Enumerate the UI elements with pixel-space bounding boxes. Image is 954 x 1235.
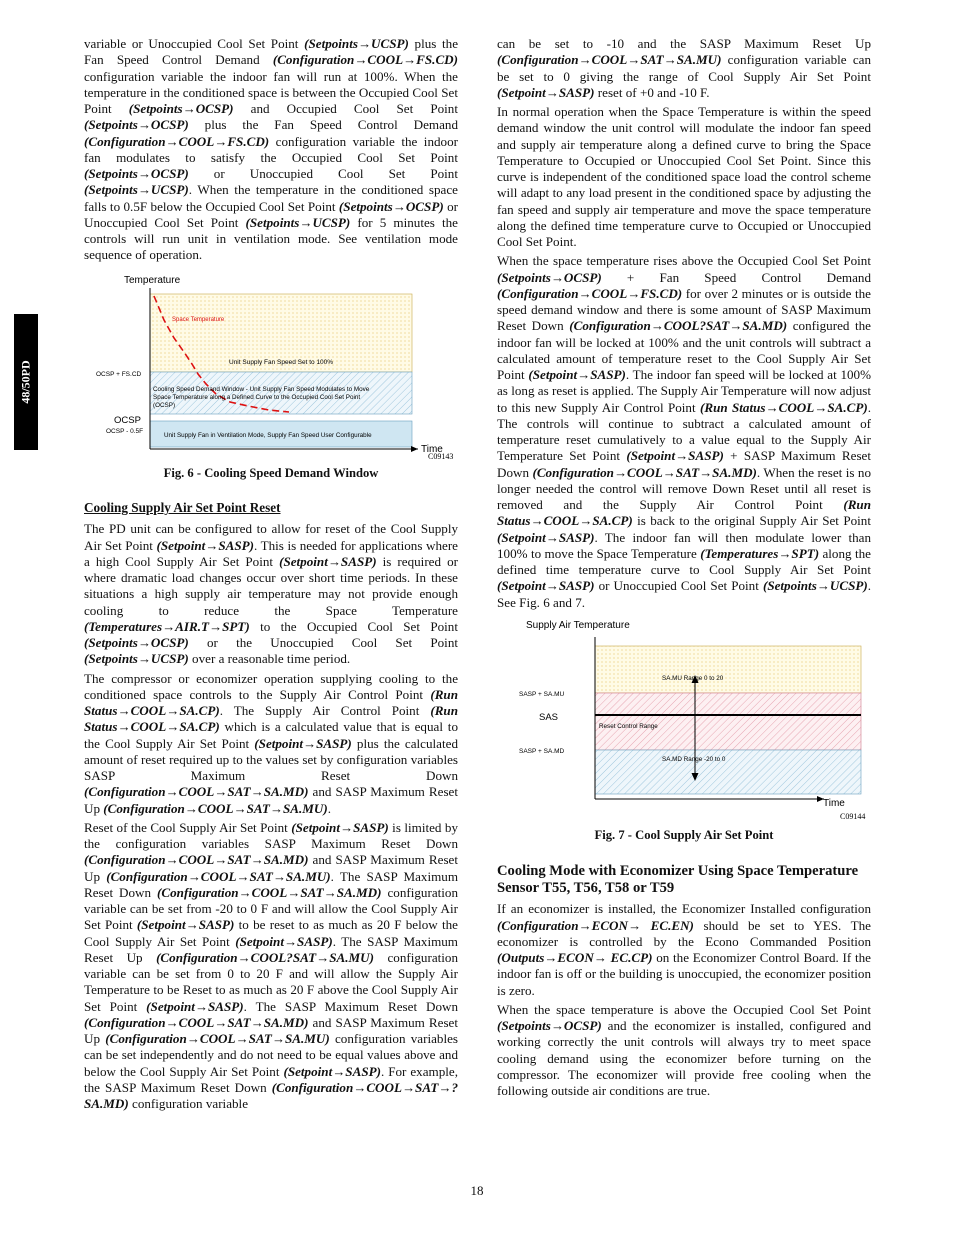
x-axis-arrow-icon: [411, 446, 418, 452]
figure-6-caption: Fig. 6 - Cooling Speed Demand Window: [163, 465, 379, 480]
paragraph: The compressor or economizer operation supplying cooling to the conditioned space controls to the Supply Air Control Point (Run Status→COOL→SA.CP). The Supply Air Control Point (Run Status→COOL→SA.CP) which is a calculated value that is equal to the Cool Supply Air Set Point (Setpoint→SASP) plus the calculated amount of reset required up to the values set by configuration variables SASP Maximum Reset Down (Configuration→COOL→SAT→SA.MD) and SASP Maximum Reset Up (Configuration→COOL→SAT→SA.MU).: [84, 670, 458, 816]
page-number: 18: [470, 1183, 484, 1198]
ocsp-label: OCSP: [114, 414, 141, 426]
full-speed-label: Unit Supply Fan Speed Set to 100%: [229, 358, 334, 366]
right-column: [497, 36, 871, 1102]
window-label-3: (OCSP): [153, 401, 176, 409]
window-label-1: Cooling Speed Demand Window - Unit Supply Fan Speed Modulates to Move: [153, 385, 370, 393]
figure-7-caption: Fig. 7 - Cool Supply Air Set Point: [594, 828, 774, 842]
paragraph: Reset of the Cool Supply Air Set Point (Setpoint→SASP) is limited by the configuration variables SASP Maximum Reset Down (Configuration→COOL→SAT→SA.MD) and SASP Maximum Reset Up (Configuration→COOL→SAT→SA.MU). The SASP Maximum Reset Down (Configuration→COOL→SAT→SA.MD) configuration variable can be set from -20 to 0 F and will allow the Cool Supply Air Set Point (Setpoint→SASP) to be reset to as much as 20 F below the Cool Supply Air Set Point (Setpoint→SASP). The SASP Maximum Reset Up (Configuration→COOL?SAT→SA.MU) configuration variable can be set from 0 to 20 F and will allow the Supply Air Temperature to be Reset to as much as 20 F above the Cool Supply Air Set Point (Setpoint→SASP). The SASP Maximum Reset Down (Configuration→COOL→SAT→SA.MD) and SASP Maximum Reset Up (Configuration→COOL→SAT→SA.MU) configuration variables can be set independently and do not need to be equal values above and below the Cool Supply Air Set Point (Setpoint→SASP). For example, the SASP Maximum Reset Down (Configuration→COOL→SAT→?SA.MD) configuration variable: [84, 819, 459, 1111]
upper-region: [595, 646, 861, 693]
paragraph: When the space temperature rises above the Occupied Cool Set Point (Setpoints→OCSP) + Fan Speed Control Demand (Configuration→COOL→FS.CD) for over 2 minutes or is outside the speed demand window and there is some amount of SASP Maximum Reset Down (Configuration→COOL?SAT→SA.MD) configured the indoor fan will be locked at 100% and the unit controls will subtract a calculated amount of temperature reset to the Cool Supply Air Set Point (Setpoint→SASP). The indoor fan speed will be locked at 100% as long as reset is applied. The Supply Air Temperature will now adjust to this new Supply Air Control Point (Run Status→COOL→SA.CP). The controls will continue to subtract a calculated amount of temperature reset cumulatively to a value equal to the Supply Air Temperature Set Point (Setpoint→SASP) + SASP Maximum Reset Down (Configuration→COOL→SAT→SA.MD). When the reset is no longer needed the control will remove Down Reset until all reset is removed and the Supply Air Control Point (Run Status→COOL→SA.CP) is back to the original Supply Air Set Point (Setpoint→SASP). The indoor fan will then modulate lower than 100% to move the Space Temperature (Temperatures→SPT) along the defined time temperature curve to Cool Supply Air Set Point (Setpoint→SASP) or Unoccupied Cool Set Point (Setpoints→UCSP). See Fig. 6 and 7.: [497, 253, 871, 610]
lower-region: [595, 750, 861, 794]
ocsp-minus-label: OCSP - 0.5F: [106, 427, 144, 435]
paragraph: If an economizer is installed, the Economizer Installed configuration (Configuration→ECON→ EC.EN) should be set to YES. The economizer is controlled by the Econo Commanded Position (Outputs→ECON→ EC.CP) on the Economizer Control Board. If the indoor fan is off or the building is unoccupied, the economizer position is zero.: [497, 901, 871, 998]
section-title: Cooling Supply Air Set Point Reset: [84, 500, 281, 515]
fig7-code: C09144: [840, 811, 866, 821]
sasp-md-label: SASP + SA.MD: [519, 747, 565, 755]
ocsp-fscd-label: OCSP + FS.CD: [96, 370, 142, 378]
window-label-2: Space Temperature along a Defined Curve to the Occupied Cool Set Point: [153, 393, 361, 401]
fig6-y-title: Temperature: [124, 274, 181, 286]
fig7-x-title: Time: [823, 797, 845, 809]
sasp-mu-label: SASP + SA.MU: [519, 690, 565, 698]
fig6-x-title: Time: [421, 443, 443, 455]
reset-range-label: Reset Control Range: [599, 722, 658, 730]
vent-mode-label: Unit Supply Fan in Ventilation Mode, Supply Fan Speed User Configurable: [164, 431, 372, 439]
paragraph: In normal operation when the Space Temperature is within the speed demand window the unit control will modulate the indoor fan speed and supply air temperature along a defined curve to bring the Space Temperature to Occupied or Unoccupied Cool Set Point. Since this curve is independent of the conditioned space load the control scheme will adapt to any load present in the conditioned space by adjusting the fan speed and supply air temperature and move the space temperature along the defined time temperature curve to Occupied or Unoccupied Cool Set Point.: [497, 104, 871, 249]
paragraph: When the space temperature is above the Occupied Cool Set Point (Setpoints→OCSP) and the economizer is installed, configured and working correctly the unit controls will always try to meet space cooling demand using the economizer before turning on the compressor. The economizer will provide free cooling when the following outside air conditions are true.: [497, 1001, 871, 1098]
mu-range-label: SA.MU Range 0 to 20: [662, 674, 724, 682]
fig6-code: C09143: [428, 451, 454, 461]
side-tab: [14, 314, 38, 450]
paragraph: The PD unit can be configured to allow for reset of the Cool Supply Air Set Point (Setpoint→SASP). This is needed for applications where a high Cool Supply Air Set Point (Setpoint→SASP) is required or where dramatic load changes occur over short time periods. In these situations a high supply air temperature may not provide enough cooling to reduce the Space Temperature (Temperatures→AIR.T→SPT) to the Occupied Cool Set Point (Setpoints→OCSP) or the Unoccupied Cool Set Point (Setpoints→UCSP) over a reasonable time period.: [84, 521, 458, 667]
demand-window-region: [150, 372, 412, 414]
paragraph: variable or Unoccupied Cool Set Point (Setpoints→UCSP) plus the Fan Speed Control Demand (Configuration→COOL→FS.CD) configuration variable the indoor fan will run at 100%. When the temperature in the conditioned space is between the Occupied Cool Set Point (Setpoints→OCSP) and Occupied Cool Set Point (Setpoints→OCSP) plus the Fan Speed Control Demand (Configuration→COOL→FS.CD) configuration variable the indoor fan modulates to satisfy the Occupied Cool Set Point (Setpoints→OCSP) or Unoccupied Cool Set Point (Setpoints→UCSP). When the temperature in the conditioned space falls to 0.5F below the Occupied Cool Set Point (Setpoints→OCSP) or Unoccupied Cool Set Point (Setpoints→UCSP) for 5 minutes the controls will run unit in ventilation mode. See ventilation mode sequence of operation.: [84, 36, 459, 263]
cooling-speed-demand-chart: [84, 272, 458, 462]
space-temp-label: Space Temperature: [172, 316, 225, 323]
side-tab-label: 48/50PD: [18, 360, 33, 404]
section-heading: Cooling Mode with Economizer Using Space Temperature Sensor T55, T56, T58 or T59: [497, 863, 859, 897]
md-range-label: SA.MD Range -20 to 0: [662, 755, 726, 763]
figure-6: [84, 272, 458, 482]
left-column: [84, 36, 458, 1115]
cool-supply-air-set-point-chart: [497, 617, 871, 825]
fig7-y-title: Supply Air Temperature: [526, 619, 630, 631]
figure-7: [497, 617, 871, 844]
sas-label: SAS: [539, 711, 559, 723]
reset-control-region: [595, 693, 861, 750]
paragraph: can be set to -10 and the SASP Maximum Reset Up (Configuration→COOL→SAT→SA.MU) configuration variable can be set to 0 giving the range of Cool Supply Air Set Point (Setpoint→SASP) reset of +0 and -10 F.: [497, 36, 871, 100]
